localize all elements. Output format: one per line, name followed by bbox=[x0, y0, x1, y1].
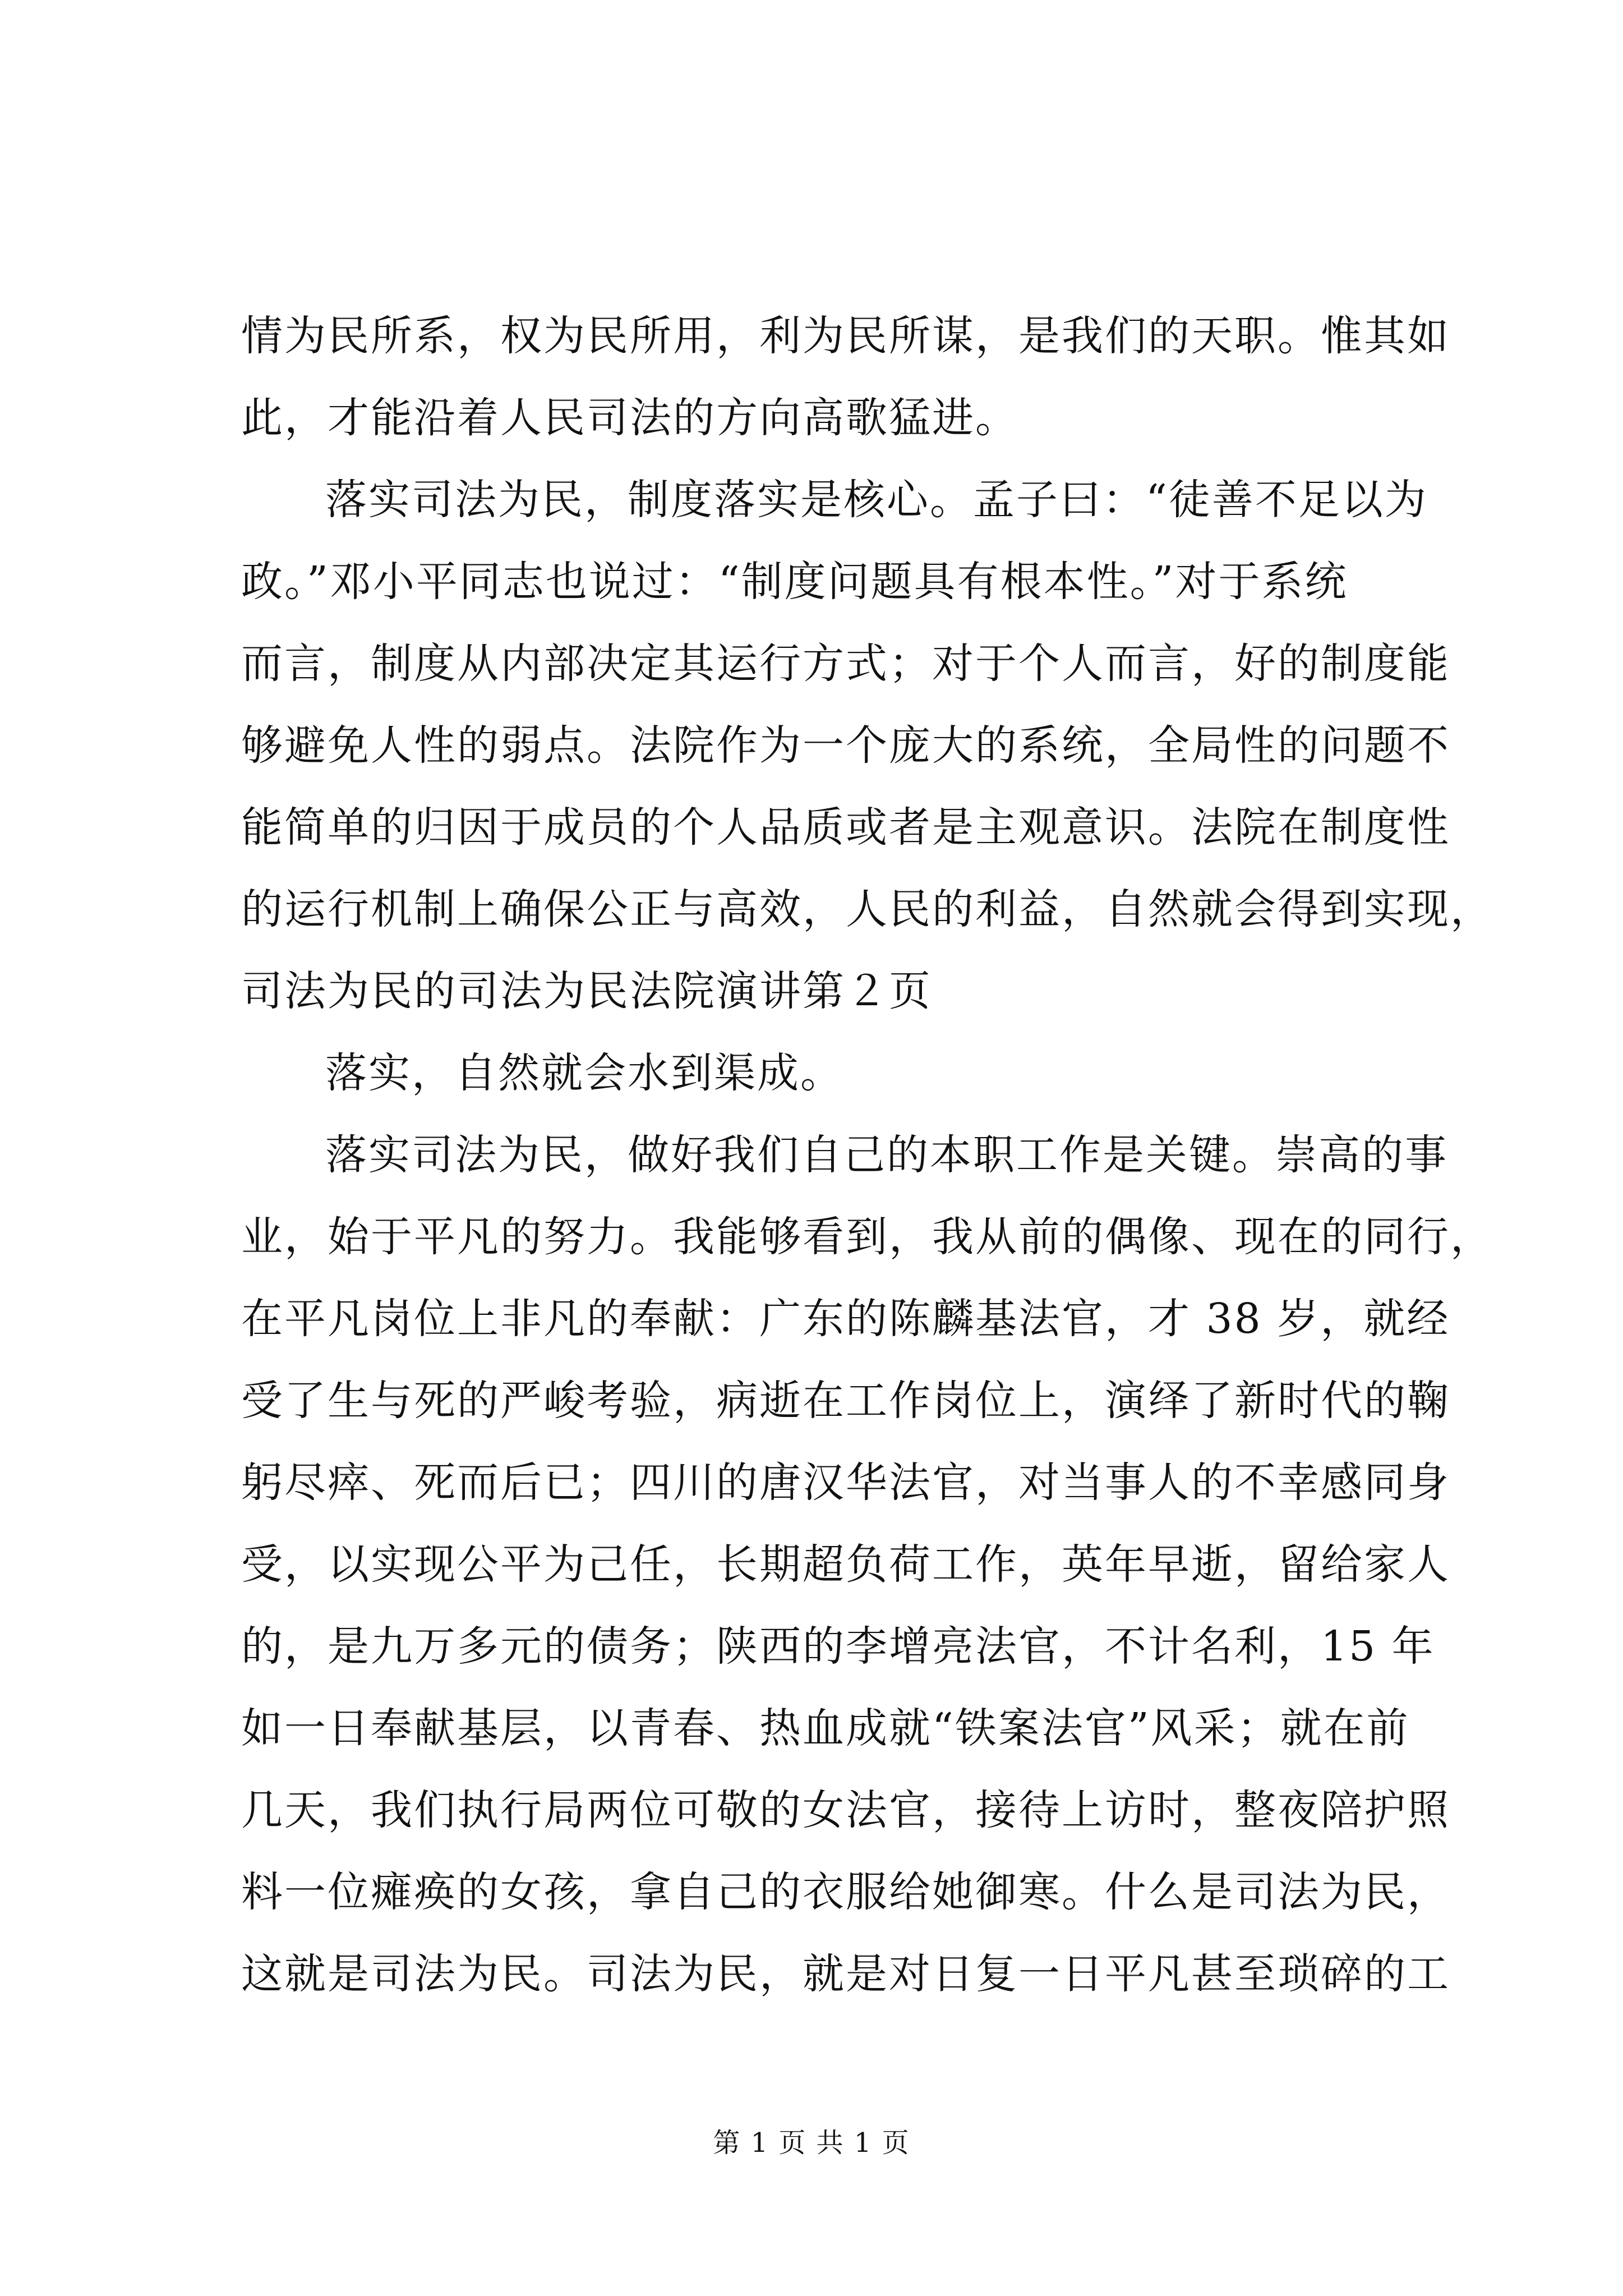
text-line: 情为民所系，权为民所用，利为民所谋，是我们的天职。惟其如 bbox=[241, 312, 1450, 360]
text-line: 业，始于平凡的努力。我能够看到，我从前的偶像、现在的同行， bbox=[241, 1213, 1493, 1261]
text-line: 几天，我们执行局两位可敬的女法官，接待上访时，整夜陪护照 bbox=[241, 1786, 1450, 1834]
text-line: 落实司法为民，制度落实是核心。孟子曰：“徒善不足以为 bbox=[325, 476, 1428, 524]
body-text bbox=[241, 295, 1493, 2015]
text-line: 受，以实现公平为己任，长期超负荷工作，英年早逝，留给家人 bbox=[241, 1540, 1450, 1589]
text-line: 躬尽瘁、死而后已；四川的唐汉华法官，对当事人的不幸感同身 bbox=[241, 1458, 1450, 1507]
text-line: 料一位瘫痪的女孩，拿自己的衣服给她御寒。什么是司法为民， bbox=[241, 1868, 1450, 1916]
text-line: 此，才能沿着人民司法的方向高歌猛进。 bbox=[241, 394, 1018, 442]
text-line: 落实，自然就会水到渠成。 bbox=[325, 1049, 843, 1097]
text-line: 政。”邓小平同志也说过：“制度问题具有根本性。”对于系统 bbox=[241, 558, 1348, 606]
text-line: 如一日奉献基层，以青春、热血成就“铁案法官”风采；就在前 bbox=[241, 1704, 1410, 1752]
text-line: 落实司法为民，做好我们自己的本职工作是关键。崇高的事 bbox=[325, 1131, 1448, 1179]
text-line: 而言，制度从内部决定其运行方式；对于个人而言，好的制度能 bbox=[241, 639, 1450, 688]
text-line: 能简单的归因于成员的个人品质或者是主观意识。法院在制度性 bbox=[241, 803, 1450, 852]
page-footer: 第 1 页 共 1 页 bbox=[713, 2127, 910, 2159]
text-line: 的运行机制上确保公正与高效，人民的利益，自然就会得到实现， bbox=[241, 885, 1493, 933]
text-line: 司法为民的司法为民法院演讲第２页 bbox=[241, 967, 932, 1015]
text-line: 的，是九万多元的债务；陕西的李增亮法官，不计名利，15 年 bbox=[241, 1622, 1435, 1671]
text-line: 受了生与死的严峻考验，病逝在工作岗位上，演绎了新时代的鞠 bbox=[241, 1377, 1450, 1425]
text-line: 够避免人性的弱点。法院作为一个庞大的系统，全局性的问题不 bbox=[241, 721, 1450, 770]
text-line: 这就是司法为民。司法为民，就是对日复一日平凡甚至琐碎的工 bbox=[241, 1950, 1450, 1998]
text-line: 在平凡岗位上非凡的奉献：广东的陈麟基法官，才 38 岁，就经 bbox=[241, 1295, 1450, 1343]
